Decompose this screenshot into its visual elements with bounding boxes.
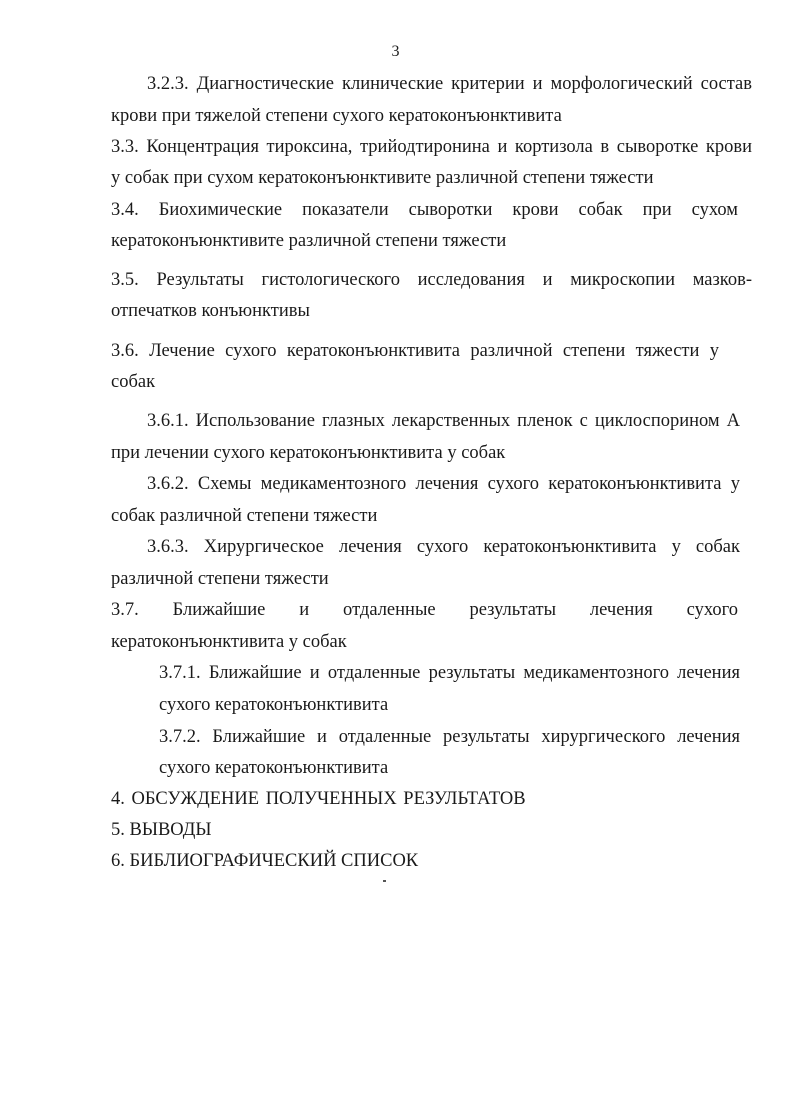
toc-entry-line2: кератоконъюнктивите различной степени тяжести <box>111 231 507 251</box>
toc-entry-line1: 3.7.1. Ближайшие и отдаленные результаты медикаментозного лечения <box>159 663 740 683</box>
page-number: 3 <box>391 43 400 60</box>
toc-entry-label: 4. ОБСУЖДЕНИЕ ПОЛУЧЕННЫХ РЕЗУЛЬТАТОВ <box>111 789 526 809</box>
toc-entry-line1: 3.6.1. Использование глазных лекарственных пленок с циклоспорином А <box>147 411 740 431</box>
toc-entry-line2: у собак при сухом кератоконъюнктивите различной степени тяжести <box>111 168 654 188</box>
toc-entry-line1: 3.6.2. Схемы медикаментозного лечения сухого кератоконъюнктивита у <box>147 474 740 494</box>
toc-entry-line2: отпечатков конъюнктивы <box>111 301 310 321</box>
toc-entry-label: 5. ВЫВОДЫ <box>111 820 212 840</box>
toc-entry-line2: при лечении сухого кератоконъюнктивита у собак <box>111 443 506 463</box>
toc-entry-line1: 3.7. Ближайшие и отдаленные результаты лечения сухого <box>111 600 738 620</box>
toc-entry-line1: 3.3. Концентрация тироксина, трийодтиронина и кортизола в сыворотке крови <box>111 137 752 157</box>
toc-entry-line1: 3.4. Биохимические показатели сыворотки крови собак при сухом <box>111 200 738 220</box>
scan-speck <box>383 880 386 882</box>
toc-entry-line2: крови при тяжелой степени сухого кератоконъюнктивита <box>111 106 562 126</box>
toc-entry-line1: 3.2.3. Диагностические клинические критерии и морфологический состав <box>147 74 752 94</box>
toc-entry-line1: 3.7.2. Ближайшие и отдаленные результаты хирургического лечения <box>159 727 740 747</box>
toc-entry-label: 6. БИБЛИОГРАФИЧЕСКИЙ СПИСОК <box>111 851 419 871</box>
toc-entry-line2: сухого кератоконъюнктивита <box>159 758 389 778</box>
toc-entry-line1: 3.5. Результаты гистологического исследования и микроскопии мазков- <box>111 270 752 290</box>
toc-entry-line2: кератоконъюнктивита у собак <box>111 632 347 652</box>
toc-entry-line1: 3.6. Лечение сухого кератоконъюнктивита различной степени тяжести у <box>111 341 719 361</box>
toc-entry-line2: различной степени тяжести <box>111 569 329 589</box>
toc-entry-line2: собак различной степени тяжести <box>111 506 378 526</box>
toc-entry-line2: собак <box>111 372 156 392</box>
toc-entry-line2: сухого кератоконъюнктивита <box>159 695 389 715</box>
toc-entry-line1: 3.6.3. Хирургическое лечения сухого кератоконъюнктивита у собак <box>147 537 740 557</box>
